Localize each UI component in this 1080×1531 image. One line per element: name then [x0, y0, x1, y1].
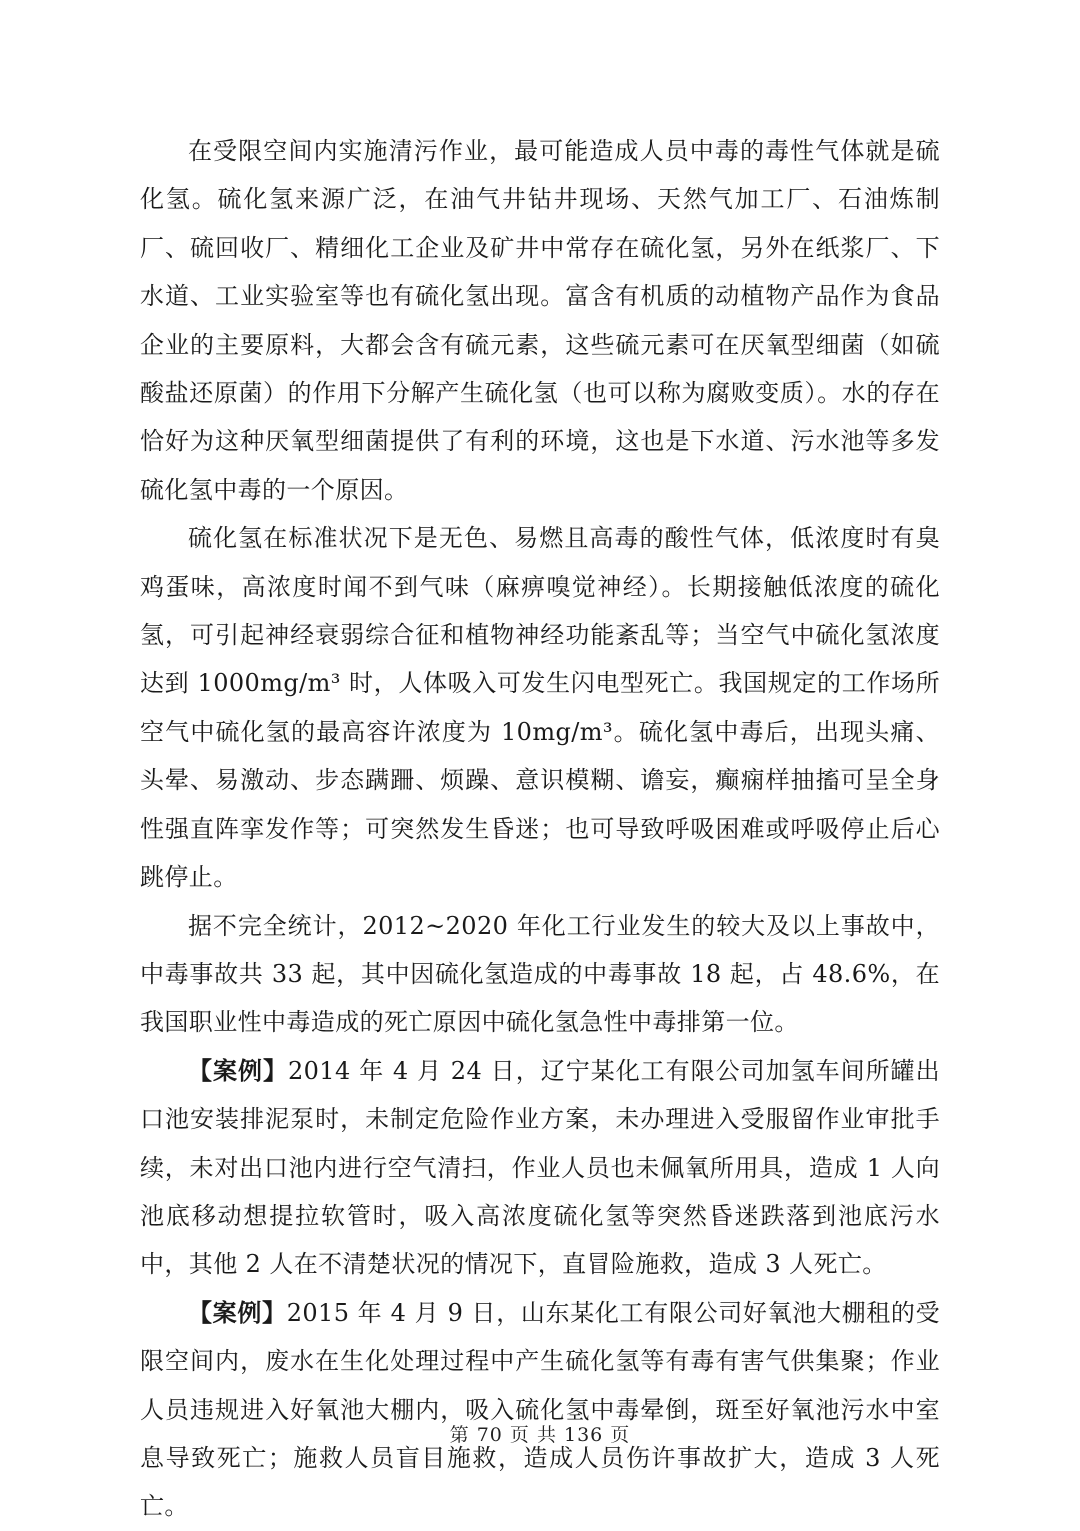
- case-paragraph-2014: [140, 1047, 940, 1289]
- page-number-footer: 第 70 页 共 136 页: [449, 1424, 631, 1446]
- paragraph-h2s-sources: 在受限空间内实施清污作业，最可能造成人员中毒的毒性气体就是硫化氢。硫化氢来源广泛，在油气井钻井现场、天然气加工厂、石油炼制厂、硫回收厂、精细化工企业及矿井中常存在硫化氢，另外在纸浆厂、下水道、工业实验室等也有硫化氢出现。富含有机质的动植物产品作为食品企业的主要原料，大都会含有硫元素，这些硫元素可在厌氧型细菌（如硫酸盐还原菌）的作用下分解产生硫化氢（也可以称为腐败变质）。水的存在恰好为这种厌氧型细菌提供了有利的环境，这也是下水道、污水池等多发硫化氢中毒的一个原因。: [140, 137, 940, 504]
- paragraph-h2s-properties: 硫化氢在标准状况下是无色、易燃且高毒的酸性气体，低浓度时有臭鸡蛋味，高浓度时闻不到气味（麻痹嗅觉神经）。长期接触低浓度的硫化氢，可引起神经衰弱综合征和植物神经功能紊乱等；当空气中硫化氢浓度达到 1000mg/m³ 时，人体吸入可发生闪电型死亡。我国规定的工作场所空气中硫化氢的最高容许浓度为 10mg/m³。硫化氢中毒后，出现头痛、头晕、易激动、步态蹒跚、烦躁、意识模糊、谵妄，癫痫样抽搐可呈全身性强直阵挛发作等；可突然发生昏迷；也可导致呼吸困难或呼吸停止后心跳停止。: [140, 524, 940, 892]
- case-text: 2014 年 4 月 24 日，辽宁某化工有限公司加氢车间所罐出口池安装排泥泵时，未制定危险作业方案，未办理进入受服留作业审批手续，未对出口池内进行空气清扫，作业人员也未佩氧所用具，造成 1 人向池底移动想提拉软管时，吸入高浓度硫化氢等突然昏迷跌落到池底污水中，其他 2 人在不清楚状况的情况下，直冒险施救，造成 3 人死亡。: [140, 1056, 940, 1279]
- case-paragraph-2015: [140, 1289, 940, 1531]
- case-tag: 【案例】: [188, 1297, 287, 1327]
- case-text: 2015 年 4 月 9 日，山东某化工有限公司好氧池大棚租的受限空间内，废水在生化处理过程中产生硫化氢等有毒有害气供集聚；作业人员违规进入好氧池大棚内，吸入硫化氢中毒晕倒，斑至好氧池污水中室息导致死亡；施救人员盲目施救，造成人员伤许事故扩大，造成 3 人死亡。: [140, 1298, 940, 1521]
- case-tag: 【案例】: [188, 1055, 288, 1085]
- document-body: [140, 127, 940, 1531]
- paragraph-h2s-statistics: 据不完全统计，2012~2020 年化工行业发生的较大及以上事故中，中毒事故共 33 起，其中因硫化氢造成的中毒事故 18 起，占 48.6%，在我国职业性中毒造成的死亡原因中硫化氢急性中毒排第一位。: [140, 911, 940, 1037]
